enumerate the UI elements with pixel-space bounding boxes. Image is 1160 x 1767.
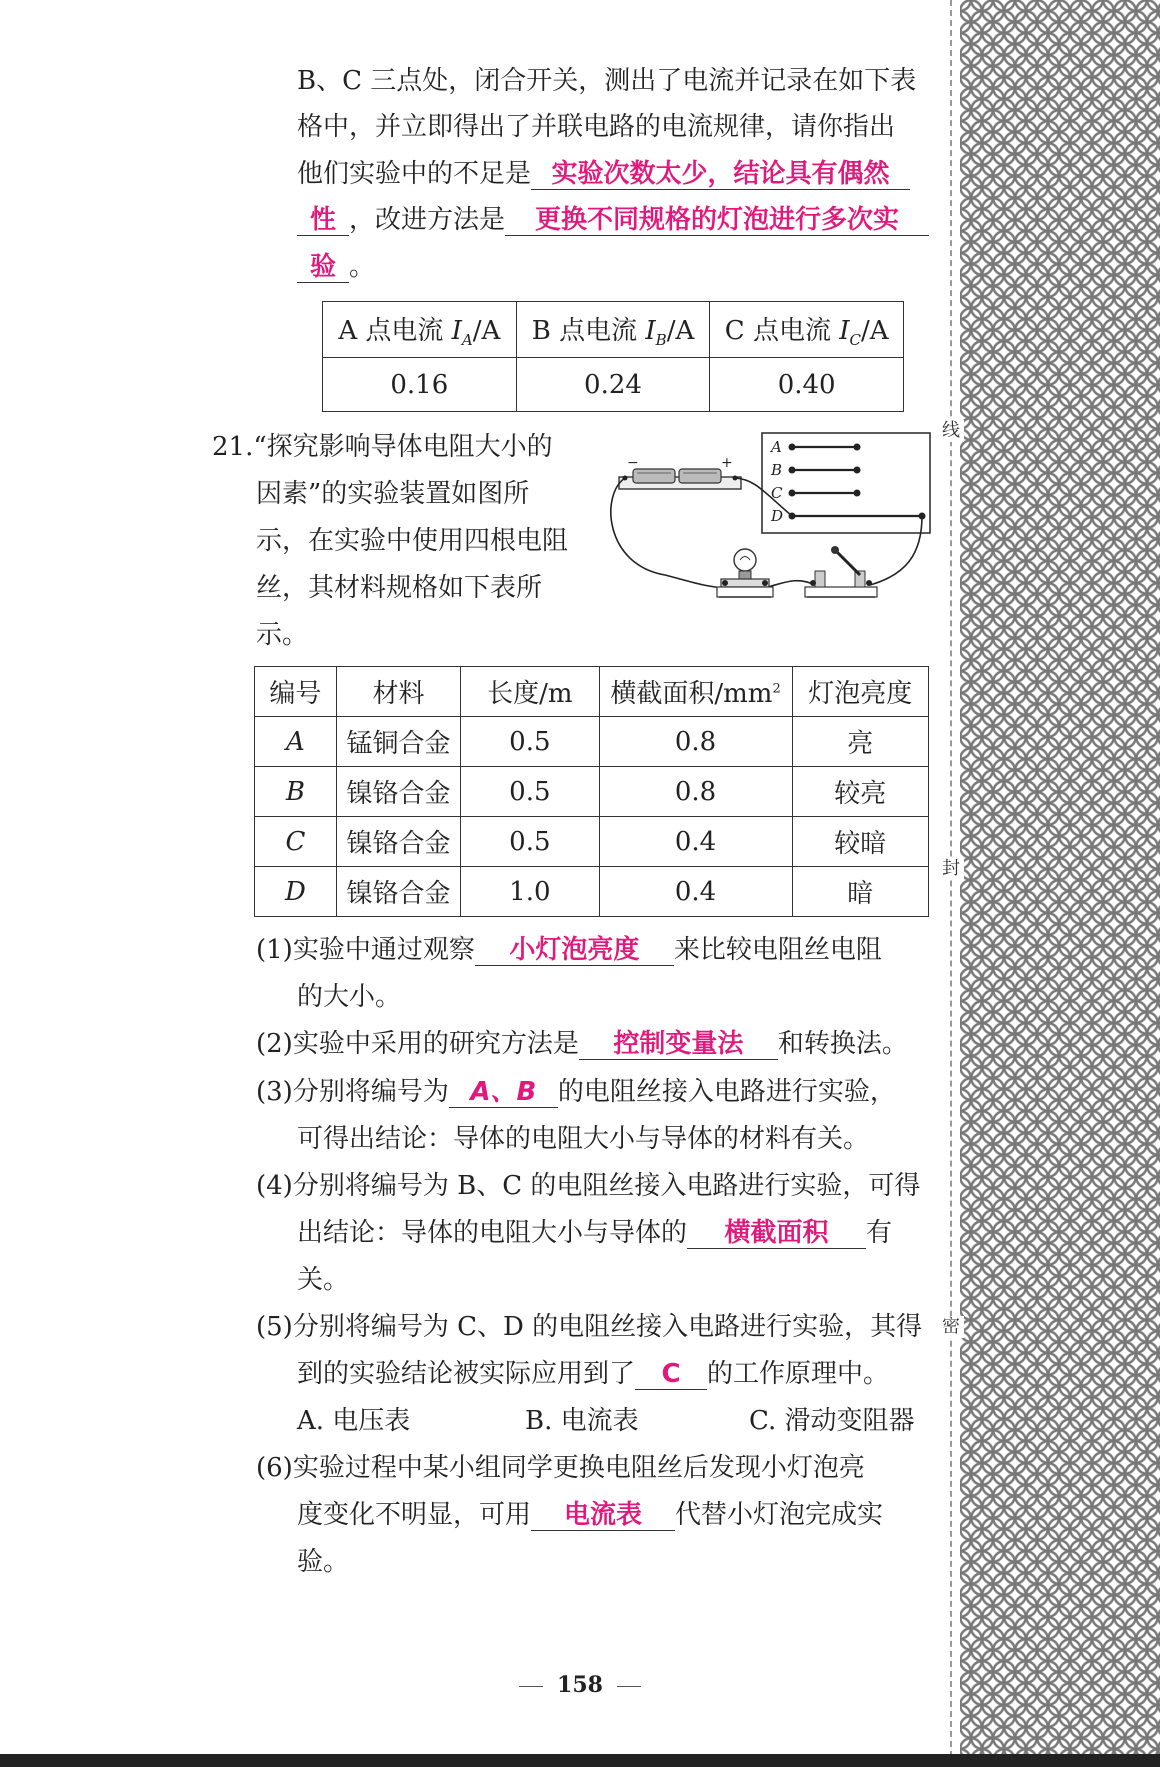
sub-question-2-post: 和转换法。 [777,1029,908,1059]
margin-char-middle: 封 [938,858,964,880]
cell-material: 镍铬合金 [336,767,460,817]
q20-line-2: 格中，并立即得出了并联电路的电流规律，请你指出 [297,112,896,142]
sub-question-1-line-2: 的大小。 [297,982,402,1012]
cell-material: 锰铜合金 [336,717,460,767]
sub-question-6-line-2 [297,1498,883,1532]
wire-label-a: A [771,438,782,456]
sub-question-4-line-2 [297,1216,892,1250]
header-c-symbol: I [839,315,850,346]
header-cell-b [516,302,710,358]
q20-line-4-text: ，改进方法是 [349,205,506,235]
header-a-symbol: I [451,315,462,346]
wire-label-d: D [771,507,784,525]
header-length: 长度/m [461,667,599,717]
cell-length: 0.5 [461,717,599,767]
header-id: 编号 [255,667,337,717]
cell-area: 0.4 [599,817,792,867]
margin-char-top: 线 [938,420,964,442]
material-table-header-row [255,667,929,717]
sub-question-1 [256,933,882,967]
switch [805,546,877,597]
cell-brightness: 较暗 [792,817,928,867]
page-number [500,1672,660,1698]
header-b-symbol: I [645,315,656,346]
header-a-sub: A [461,331,473,350]
table-row [255,717,929,767]
answer-blank-p2: 控制变量法 [579,1029,778,1060]
sub-question-5-line-2 [297,1357,889,1391]
material-table [254,666,929,917]
q20-line-3 [297,157,910,191]
header-b-sub: B [655,331,667,350]
cell-brightness: 亮 [792,717,928,767]
answer-blank-p4: 横截面积 [687,1218,866,1249]
header-a-text: A 点电流 [338,315,452,346]
answer-blank-p5: C [635,1359,707,1390]
page-number-text: 158 [557,1672,603,1698]
answer-blank-p1: 小灯泡亮度 [475,935,674,966]
header-a-unit: /A [472,315,501,346]
cell-id: D [255,867,337,917]
sub-question-1-post: 来比较电阻丝电阻 [673,935,882,965]
option-a: A. 电压表 [297,1406,411,1436]
sub-question-6-post: 代替小灯泡完成实 [675,1500,884,1530]
answer-blank-p3: A、B [449,1077,558,1108]
page-number-rule-left [519,1686,543,1687]
q20-line-3-text: 他们实验中的不足是 [297,159,532,189]
header-cell-a [323,302,517,358]
bottom-edge-bar [0,1754,1160,1767]
header-c-sub: C [849,331,861,350]
current-table-header-row [323,302,904,358]
q21-line-5: 示。 [256,620,309,650]
table-row [255,767,929,817]
q21-line-4: 丝，其材料规格如下表所 [256,573,543,603]
header-c-text: C 点电流 [724,315,840,346]
sub-question-6-line-3: 验。 [297,1547,350,1577]
sub-question-3-line-2: 可得出结论：导体的电阻大小与导体的材料有关。 [297,1124,870,1154]
sub-question-5: (5)分别将编号为 C、D 的电阻丝接入电路进行实验，其得 [256,1312,923,1342]
cell-brightness: 暗 [792,867,928,917]
header-b-unit: /A [666,315,695,346]
current-table-value-row [323,358,904,412]
wire-terminals [789,444,926,520]
answer-blank-2a: 更换不同规格的灯泡进行多次实 [505,205,929,236]
q21-line-3: 示，在实验中使用四根电阻 [256,526,569,556]
wire-labels [769,438,783,525]
sub-question-4-post: 有 [866,1218,893,1248]
cell-material: 镍铬合金 [336,817,460,867]
header-cross-section-sup: 2 [772,681,781,697]
cell-length: 0.5 [461,767,599,817]
circuit-diagram [605,425,935,610]
cell-id: C [255,817,337,867]
resistance-wires [792,447,922,516]
decorative-pattern-band [960,0,1160,1767]
header-cross-section-text: 横截面积/mm [610,679,773,709]
header-c-unit: /A [860,315,889,346]
cell-id: A [255,717,337,767]
option-c: C. 滑动变阻器 [749,1406,915,1436]
sub-question-2 [256,1027,908,1061]
q20-line-4 [297,203,929,237]
sub-question-4: (4)分别将编号为 B、C 的电阻丝接入电路进行实验，可得 [256,1171,921,1201]
sub-question-6-text: 度变化不明显，可用 [297,1500,532,1530]
sub-question-3 [256,1075,896,1109]
cell-area: 0.4 [599,867,792,917]
header-material: 材料 [336,667,460,717]
table-row [255,867,929,917]
value-cell-a: 0.16 [323,358,517,412]
page-number-rule-right [617,1686,641,1687]
sub-question-6: (6)实验过程中某小组同学更换电阻丝后发现小灯泡亮 [256,1453,865,1483]
battery-minus-sign: − [627,455,639,471]
sub-question-2-text: (2)实验中采用的研究方法是 [256,1029,579,1059]
q21-line-2: 因素”的实验装置如图所 [256,479,530,509]
cell-area: 0.8 [599,717,792,767]
answer-blank-2b: 验 [297,252,349,283]
sub-question-4-text: 出结论：导体的电阻大小与导体的 [297,1218,688,1248]
q20-line-5-text: 。 [349,252,376,282]
header-b-text: B 点电流 [531,315,646,346]
value-cell-c: 0.40 [710,358,904,412]
wire-label-c: C [771,484,783,502]
answer-blank-1b: 性 [297,205,349,236]
sub-question-5-text: 到的实验结论被实际应用到了 [297,1359,636,1389]
header-cell-c [710,302,904,358]
light-bulb [717,549,773,597]
cell-length: 0.5 [461,817,599,867]
margin-char-bottom: 密 [938,1316,964,1338]
cell-area: 0.8 [599,767,792,817]
cell-material: 镍铬合金 [336,867,460,917]
answer-blank-1a: 实验次数太少，结论具有偶然 [531,159,910,190]
value-cell-b: 0.24 [516,358,710,412]
table-row [255,817,929,867]
sub-question-5-post: 的工作原理中。 [707,1359,890,1389]
battery-plus-sign: + [721,455,733,471]
option-b: B. 电流表 [525,1406,639,1436]
cell-id: B [255,767,337,817]
sub-question-1-text: (1)实验中通过观察 [256,935,475,965]
header-cross-section [599,667,792,717]
wire-label-b: B [771,461,783,479]
answer-blank-p6: 电流表 [531,1500,675,1531]
sub-question-4-line-3: 关。 [297,1265,350,1295]
q20-line-1: B、C 三点处，闭合开关，测出了电流并记录在如下表 [297,66,917,96]
sub-question-3-text: (3)分别将编号为 [256,1077,449,1107]
binding-dashed-line [950,0,952,1767]
current-table [322,301,904,412]
header-brightness: 灯泡亮度 [792,667,928,717]
cell-brightness: 较亮 [792,767,928,817]
q20-line-5 [297,250,375,284]
sub-question-3-post: 的电阻丝接入电路进行实验， [557,1077,896,1107]
battery [619,455,741,489]
cell-length: 1.0 [461,867,599,917]
q21-line-1: 21.“探究影响导体电阻大小的 [212,432,553,462]
